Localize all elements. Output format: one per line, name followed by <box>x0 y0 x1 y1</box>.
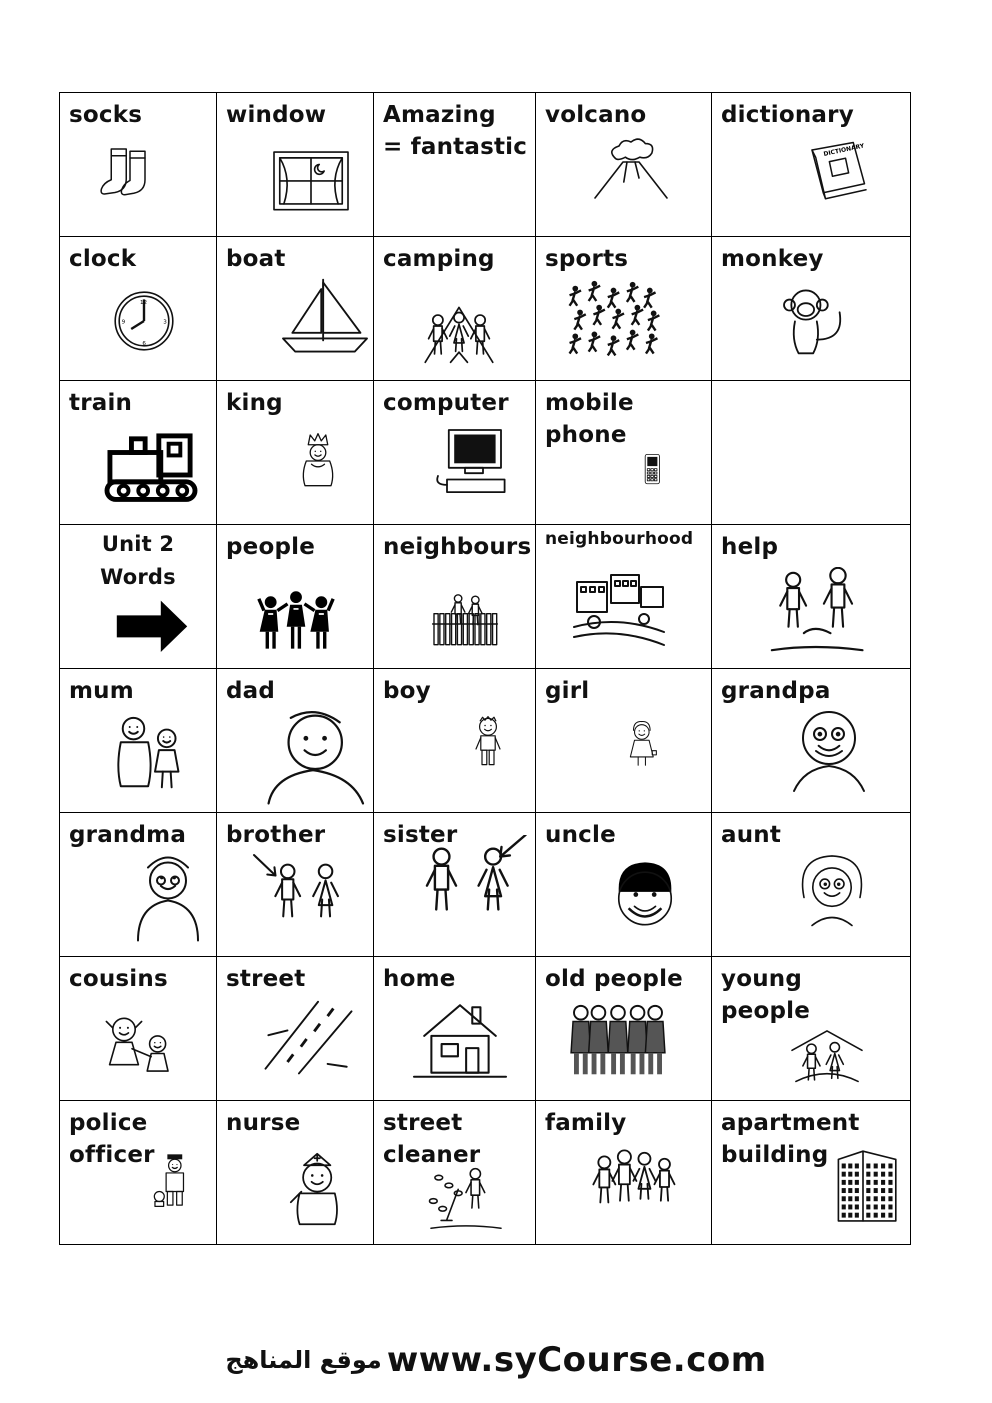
word-cell-nurse <box>217 1101 374 1245</box>
word-cell-cleaner <box>374 1101 536 1245</box>
word-label: mum <box>69 678 134 704</box>
brother-icon <box>235 853 365 945</box>
grandma-icon <box>118 853 217 948</box>
word-cell-people <box>217 525 374 669</box>
uncle-icon <box>604 846 686 946</box>
grid-row <box>60 669 911 813</box>
svg-text:12: 12 <box>140 300 148 307</box>
word-label: window <box>226 102 327 128</box>
word-label: king <box>226 390 283 416</box>
sister-icon <box>409 835 534 943</box>
word-cell-sports <box>536 237 712 381</box>
word-cell-socks <box>60 93 217 237</box>
word-label: help <box>721 534 779 560</box>
word-cell-train <box>60 381 217 525</box>
word-cell-volcano <box>536 93 712 237</box>
word-cell-grandma <box>60 813 217 957</box>
word-label: nurse <box>226 1110 301 1136</box>
volcano-icon <box>591 135 671 213</box>
word-cell-brother <box>217 813 374 957</box>
word-label: street cleaner <box>383 1110 481 1168</box>
apartment-building-icon <box>822 1139 904 1229</box>
word-cell-sister <box>374 813 536 957</box>
window-icon <box>267 148 355 222</box>
family-icon <box>571 1146 696 1228</box>
svg-text:6: 6 <box>142 341 146 347</box>
word-cell-monkey <box>712 237 911 381</box>
vocabulary-grid <box>59 92 911 1245</box>
word-label: monkey <box>721 246 824 272</box>
word-label: mobile phone <box>545 390 634 448</box>
svg-text:3: 3 <box>163 319 167 326</box>
word-cell-aunt <box>712 813 911 957</box>
boy-icon <box>464 687 524 799</box>
word-label: dad <box>226 678 276 704</box>
word-label: young people <box>721 966 811 1024</box>
word-cell-girl <box>536 669 712 813</box>
grid-row <box>60 93 911 237</box>
boat-icon <box>275 275 374 359</box>
word-label: sister <box>383 822 458 848</box>
camping-icon <box>404 299 514 375</box>
police-officer-icon <box>150 1131 212 1231</box>
word-label: boat <box>226 246 286 272</box>
word-cell-dictionary <box>712 93 911 237</box>
word-cell-home <box>374 957 536 1101</box>
footer-arabic-text: موقع المناهج <box>225 1346 382 1374</box>
word-cell-boy <box>374 669 536 813</box>
old-people-icon <box>554 999 682 1087</box>
word-cell-empty <box>712 381 911 525</box>
aunt-icon <box>792 838 872 941</box>
word-label: computer <box>383 390 509 416</box>
word-label: Amazing = fantastic <box>383 102 528 160</box>
grid-row <box>60 381 911 525</box>
word-label: dictionary <box>721 102 854 128</box>
word-label: clock <box>69 246 137 272</box>
word-label: cousins <box>69 966 168 992</box>
word-label: aunt <box>721 822 782 848</box>
grid-row <box>60 813 911 957</box>
word-label: uncle <box>545 822 616 848</box>
word-cell-clock <box>60 237 217 381</box>
neighbourhood-icon <box>544 567 694 657</box>
word-cell-cousins <box>60 957 217 1101</box>
mum-icon <box>105 711 205 799</box>
word-cell-king <box>217 381 374 525</box>
word-label: brother <box>226 822 326 848</box>
dad-icon <box>257 709 369 809</box>
word-cell-help <box>712 525 911 669</box>
word-cell-neighbours <box>374 525 536 669</box>
word-cell-boat <box>217 237 374 381</box>
word-label: police officer <box>69 1110 155 1168</box>
girl-icon <box>621 687 673 805</box>
word-label: neighbourhood <box>545 529 694 549</box>
word-cell-camping <box>374 237 536 381</box>
word-cell-mum <box>60 669 217 813</box>
word-label: camping <box>383 246 495 272</box>
king-icon <box>292 411 357 511</box>
word-label: people <box>226 534 316 560</box>
word-cell-unit2 <box>60 525 217 669</box>
word-cell-family <box>536 1101 712 1245</box>
footer-site-url: www.syCourse.com <box>386 1340 767 1380</box>
word-cell-computer <box>374 381 536 525</box>
word-cell-apartment <box>712 1101 911 1245</box>
help-icon <box>752 567 877 663</box>
word-cell-youngpeople <box>712 957 911 1101</box>
grid-row <box>60 957 911 1101</box>
people-icon <box>247 587 345 663</box>
word-label: apartment building <box>721 1110 860 1168</box>
word-cell-oldpeople <box>536 957 712 1101</box>
socks-icon <box>100 141 175 217</box>
mobile-phone-icon <box>641 433 683 511</box>
computer-icon <box>429 423 519 509</box>
word-cell-mobile <box>536 381 712 525</box>
word-label: grandpa <box>721 678 831 704</box>
footer <box>0 1340 992 1380</box>
word-cell-amazing <box>374 93 536 237</box>
cousins-icon <box>100 1012 180 1087</box>
word-cell-street <box>217 957 374 1101</box>
sports-icon <box>556 279 671 365</box>
street-icon <box>257 997 360 1083</box>
word-label: socks <box>69 102 143 128</box>
word-label: family <box>545 1110 627 1136</box>
word-label: volcano <box>545 102 647 128</box>
word-cell-uncle <box>536 813 712 957</box>
word-label: Unit 2 Words <box>100 532 176 589</box>
neighbours-icon <box>409 593 521 655</box>
train-icon <box>95 431 207 519</box>
word-label: sports <box>545 246 629 272</box>
monkey-icon <box>760 285 870 367</box>
word-label: neighbours <box>383 534 532 560</box>
dictionary-cover-text: DICTIONARY <box>822 142 865 158</box>
word-cell-window <box>217 93 374 237</box>
nurse-icon <box>282 1143 370 1235</box>
grid-row <box>60 1101 911 1245</box>
clock-icon <box>112 285 192 365</box>
word-cell-neighbourhood <box>536 525 712 669</box>
svg-text:9: 9 <box>121 319 126 326</box>
word-label: old people <box>545 966 683 992</box>
word-label: grandma <box>69 822 187 848</box>
grid-row <box>60 525 911 669</box>
street-cleaner-icon <box>396 1166 536 1236</box>
word-label: boy <box>383 678 431 704</box>
arrow-right-icon <box>99 597 205 663</box>
word-cell-grandpa <box>712 669 911 813</box>
home-icon <box>404 995 516 1087</box>
word-cell-police <box>60 1101 217 1245</box>
word-label: street <box>226 966 306 992</box>
grid-row <box>60 237 911 381</box>
word-label: home <box>383 966 456 992</box>
grandpa-icon <box>784 699 884 797</box>
word-label: train <box>69 390 133 416</box>
word-cell-dad <box>217 669 374 813</box>
word-label: girl <box>545 678 590 704</box>
dictionary-icon <box>797 135 872 210</box>
young-people-icon <box>782 1027 872 1097</box>
